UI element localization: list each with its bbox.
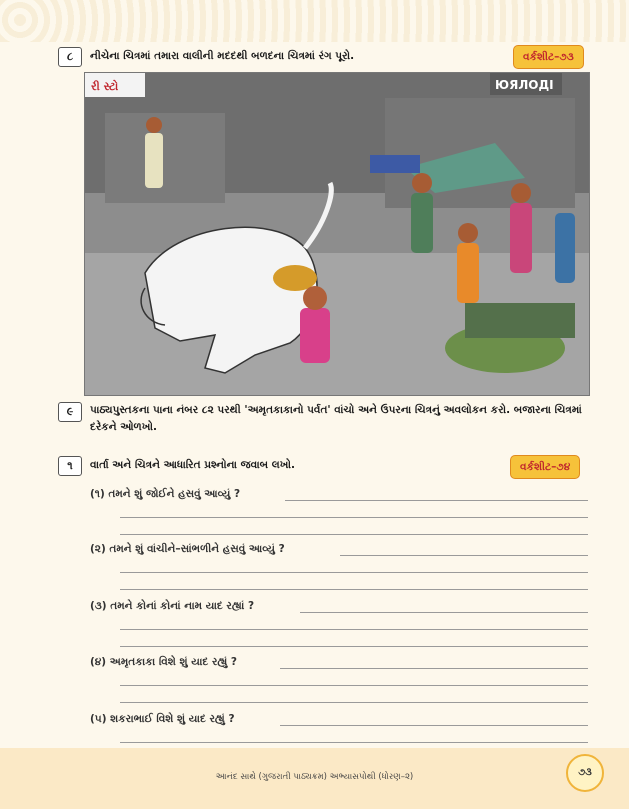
answer-line[interactable] bbox=[120, 517, 588, 518]
answer-line[interactable] bbox=[120, 572, 588, 573]
subquestion-5-label: (૫) શકરાભાઈ વિશે શું યાદ રહ્યું ? bbox=[90, 713, 235, 725]
subquestion-4-label: (૪) અમૃતકાકા વિશે શું યાદ રહ્યું ? bbox=[90, 656, 238, 668]
market-bull-illustration bbox=[84, 72, 590, 396]
question-10-text: વાર્તા અને ચિત્રને આધારિત પ્રશ્નોના જવાબ લખો. bbox=[90, 459, 295, 471]
question-8-text: નીચેના ચિત્રમાં તમારા વાલીની મદદથી બળદના ચિત્રમાં રંગ પૂરો. bbox=[90, 50, 355, 62]
subquestion-1-label: (૧) તમને શું જોઈને હસવું આવ્યું ? bbox=[90, 488, 241, 500]
question-9-text: પાઠ્યપુસ્તકના પાના નંબર ૮૨ પરથી 'અમૃતકાકાનો પર્વત' વાંચો અને ઉપરના ચિત્રનું અવલોકન કરો. બજારના ચિત્રમાં દરેકને ઓળખો. bbox=[90, 404, 582, 433]
answer-line[interactable] bbox=[120, 742, 588, 743]
shop-sign-left: રી સ્ટો bbox=[91, 80, 119, 93]
top-decorative-pattern bbox=[0, 0, 629, 42]
question-number-10: ૧ bbox=[58, 456, 82, 476]
answer-line[interactable] bbox=[120, 702, 588, 703]
worksheet-badge-74: વર્કશીટ–૭૪ bbox=[510, 455, 580, 479]
shop-sign-right: ЮЯЛОДІ bbox=[495, 78, 554, 92]
footer-text: આનંદ સાથે (ગુજરાતી પાઠ્યક્રમ) અભ્યાસપોથી (ધોરણ–૨) bbox=[215, 772, 414, 782]
answer-line[interactable] bbox=[340, 555, 588, 556]
worksheet-badge-73: વર્કશીટ–૭૩ bbox=[513, 45, 584, 69]
answer-line[interactable] bbox=[120, 685, 588, 686]
answer-line[interactable] bbox=[120, 534, 588, 535]
subquestion-2-label: (૨) તમને શું વાંચીને–સાંભળીને હસવું આવ્યું ? bbox=[90, 543, 285, 555]
subquestion-3-label: (૩) તમને કોનાં કોનાં નામ યાદ રહ્યાં ? bbox=[90, 600, 255, 612]
answer-line[interactable] bbox=[120, 646, 588, 647]
answer-line[interactable] bbox=[280, 668, 588, 669]
question-number-8: ૮ bbox=[58, 47, 82, 67]
answer-line[interactable] bbox=[120, 589, 588, 590]
answer-line[interactable] bbox=[120, 629, 588, 630]
answer-line[interactable] bbox=[300, 612, 588, 613]
answer-line[interactable] bbox=[285, 500, 588, 501]
question-number-9: ૯ bbox=[58, 402, 82, 422]
page-number: ૭૩ bbox=[566, 754, 604, 792]
answer-line[interactable] bbox=[280, 725, 588, 726]
